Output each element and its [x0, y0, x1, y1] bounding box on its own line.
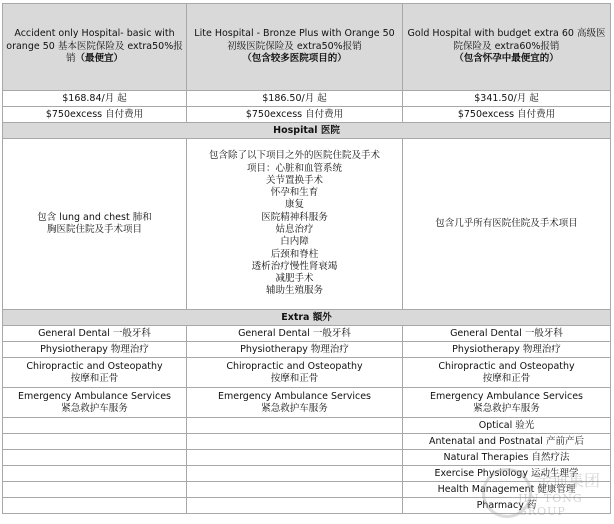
gold-extra-row [3, 466, 611, 482]
empty-cell [187, 418, 403, 434]
excess-cell: $750excess 自付费用 [187, 107, 403, 123]
extra-cell [3, 358, 187, 388]
plan-header-row [3, 4, 611, 91]
extra-cn: 紧急救护车服务 [261, 402, 328, 414]
extra-cell: Optical 验光 [403, 418, 611, 434]
hospital-coverage-row [3, 139, 611, 310]
extra-cn: 紧急救护车服务 [61, 402, 128, 414]
extra-section-row [3, 310, 611, 326]
empty-cell [187, 434, 403, 450]
exclusion-line: 关节置换手术 [265, 174, 323, 186]
exclusion-line: 包含除了以下项目之外的医院住院及手术 [208, 150, 380, 162]
gold-extra-row [3, 498, 611, 514]
excess-cell: $750excess 自付费用 [3, 107, 187, 123]
empty-cell [3, 434, 187, 450]
extra-cn: 紧急救护车服务 [473, 402, 540, 414]
empty-cell [187, 450, 403, 466]
exclusion-line: 医院精神科服务 [261, 211, 328, 223]
empty-cell [187, 466, 403, 482]
extra-cell: Physiotherapy 物理治疗 [3, 342, 187, 358]
exclusion-line: 白内障 [280, 236, 309, 248]
extra-cell: Physiotherapy 物理治疗 [403, 342, 611, 358]
price-row [3, 91, 611, 107]
empty-cell [187, 498, 403, 514]
exclusion-line: 姑息治疗 [275, 224, 314, 235]
extra-cell: General Dental 一般牙科 [3, 326, 187, 342]
extra-cell: General Dental 一般牙科 [187, 326, 403, 342]
plan-title: Accident only Hospital- basic with orange 50 基本医院保险及 extra50%报销 [6, 28, 183, 65]
extra-cell [3, 388, 187, 418]
gold-extra-row [3, 418, 611, 434]
extra-cell [403, 358, 611, 388]
extra-row-dental [3, 326, 611, 342]
extra-cell: General Dental 一般牙科 [403, 326, 611, 342]
exclusion-line: 怀孕和生育 [270, 187, 319, 199]
gold-extra-row [3, 450, 611, 466]
extra-en: Emergency Ambulance Services [17, 390, 172, 402]
price-cell: $186.50/月 起 [187, 91, 403, 107]
extra-row-chiro [3, 358, 611, 388]
watermark-en: JIN TONG GROUP [518, 492, 583, 518]
empty-cell [3, 418, 187, 434]
excess-cell: $750excess 自付费用 [403, 107, 611, 123]
extra-cn: 按摩和正骨 [270, 372, 319, 384]
plan-title: Lite Hospital - Bronze Plus with Orange 50 初级医院保险及 extra50%报销 [194, 28, 395, 52]
extra-en: Chiropractic and Osteopathy [438, 360, 575, 372]
plan-note: （最便宜） [75, 53, 124, 65]
plan-title: Gold Hospital with budget extra 60 高级医院保险及 extra60%报销 [407, 28, 606, 52]
insurance-comparison-table [2, 3, 611, 514]
exclusion-line: 康复 [284, 199, 304, 211]
extra-cell: Antenatal and Postnatal 产前产后 [403, 434, 611, 450]
extra-cell: Pharmacy 药 [403, 498, 611, 514]
price-cell: $341.50/月 起 [403, 91, 611, 107]
extra-cell [187, 388, 403, 418]
plan-header-accident [3, 4, 187, 91]
exclusion-line: 减肥手术 [275, 273, 314, 285]
gold-extra-row [3, 482, 611, 498]
extra-cell: Exercise Physiology 运动生理学 [403, 466, 611, 482]
section-heading-extra: Extra 額外 [3, 310, 611, 326]
extra-cell [403, 388, 611, 418]
extra-cell [187, 358, 403, 388]
empty-cell [187, 482, 403, 498]
exclusion-line: 后颈和脊柱 [270, 248, 319, 260]
hospital-coverage-accident: 包含 lung and chest 肺和胸医院住院及手术项目 [3, 139, 187, 310]
plan-note: （包含较多医院项目的） [242, 53, 347, 65]
hospital-coverage-lite [187, 139, 403, 310]
gold-extra-row [3, 434, 611, 450]
hospital-coverage-gold: 包含几乎所有医院住院及手术项目 [403, 139, 611, 310]
empty-cell [3, 482, 187, 498]
empty-cell [3, 450, 187, 466]
plan-header-lite [187, 4, 403, 91]
watermark-cn: 金通集团 [536, 471, 601, 490]
hospital-section-row [3, 123, 611, 139]
extra-row-ambulance [3, 388, 611, 418]
exclusion-line: 项目：心脏和血管系统 [246, 162, 342, 174]
extra-cn: 按摩和正骨 [482, 372, 531, 384]
price-cell: $168.84/月 起 [3, 91, 187, 107]
extra-en: Chiropractic and Osteopathy [26, 360, 163, 372]
extra-cell: Health Management 健康管理 [403, 482, 611, 498]
extra-en: Emergency Ambulance Services [217, 390, 372, 402]
plan-note: （包含怀孕中最便宜的） [454, 53, 559, 65]
extra-cell: Physiotherapy 物理治疗 [187, 342, 403, 358]
excess-row [3, 107, 611, 123]
extra-cell: Natural Therapies 自然疗法 [403, 450, 611, 466]
exclusion-line: 透析治疗慢性肾衰竭 [251, 260, 338, 272]
plan-header-gold [403, 4, 611, 91]
exclusion-line: 辅助生殖服务 [265, 285, 323, 297]
extra-cn: 按摩和正骨 [70, 372, 119, 384]
section-heading-hospital: Hospital 医院 [3, 123, 611, 139]
empty-cell [3, 498, 187, 514]
extra-row-physio [3, 342, 611, 358]
extra-en: Emergency Ambulance Services [429, 390, 584, 402]
extra-en: Chiropractic and Osteopathy [226, 360, 363, 372]
empty-cell [3, 466, 187, 482]
